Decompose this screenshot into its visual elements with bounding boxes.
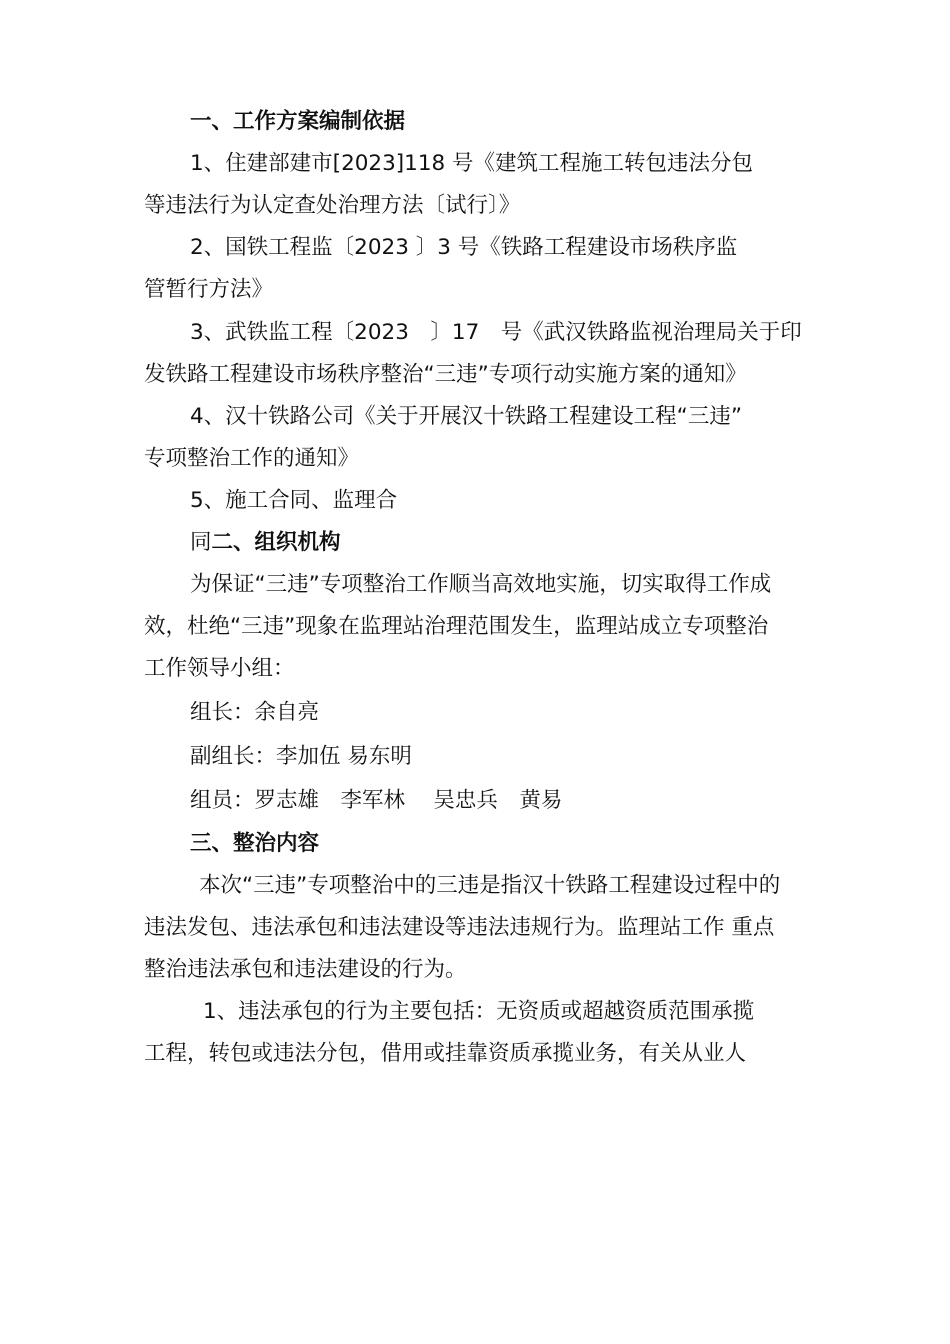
paragraph-line: 1、违法承包的行为主要包括：无资质或超越资质范围承揽	[203, 999, 755, 1024]
paragraph-line: 工作领导小组：	[144, 656, 295, 681]
paragraph-line: 2、国铁工程监〔2023 〕3 号《铁路工程建设市场秩序监	[190, 235, 738, 260]
paragraph-line: 整治违法承包和违法建设的行为。	[144, 957, 467, 982]
paragraph-line: 1、住建部建市[2023]118 号《建筑工程施工转包违法分包	[190, 151, 754, 176]
paragraph-line: 为保证“三违”专项整治工作顺当高效地实施，切实取得工作成	[190, 572, 772, 597]
members-line: 组员：罗志雄 李军林 吴忠兵 黄易	[190, 788, 563, 813]
paragraph-fragment: 同	[190, 530, 212, 555]
paragraph-line: 等违法行为认定查处治理方法〔试行〕》	[144, 193, 521, 218]
heading-basis: 一、工作方案编制依据	[190, 109, 406, 134]
deputy-leader-line: 副组长：李加伍 易东明	[190, 744, 412, 769]
heading-organization: 二、组织机构	[211, 530, 341, 555]
leader-line: 组长：余自亮	[190, 700, 320, 725]
paragraph-line: 管暂行方法》	[144, 277, 274, 302]
paragraph-line: 5、施工合同、监理合	[190, 488, 398, 513]
paragraph-line: 4、汉十铁路公司《关于开展汉十铁路工程建设工程“三违”	[190, 404, 742, 429]
paragraph-line: 专项整治工作的通知》	[144, 446, 360, 471]
paragraph-line: 3、武铁监工程〔2023 〕17 号《武汉铁路监视治理局关于印	[190, 320, 802, 345]
heading-content: 三、整治内容	[190, 831, 320, 856]
paragraph-line: 发铁路工程建设市场秩序整治“三违”专项行动实施方案的通知》	[144, 362, 747, 387]
paragraph-line-with-heading	[190, 528, 341, 558]
paragraph-line: 效，杜绝“三违”现象在监理站治理范围发生，监理站成立专项整治	[144, 614, 769, 639]
paragraph-line: 本次“三违”专项整治中的三违是指汉十铁路工程建设过程中的	[199, 873, 781, 898]
paragraph-line: 工程，转包或违法分包，借用或挂靠资质承揽业务，有关从业人	[144, 1041, 747, 1066]
paragraph-line: 违法发包、违法承包和违法建设等违法违规行为。监理站工作 重点	[144, 915, 775, 940]
